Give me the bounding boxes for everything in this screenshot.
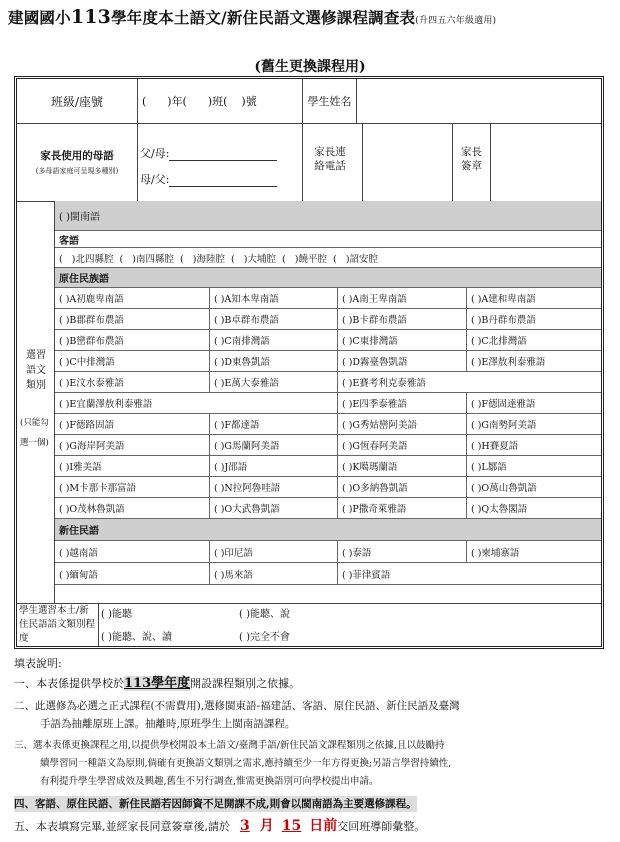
indigenous-option[interactable]: ( )E賽考利克泰雅語: [342, 378, 426, 389]
level-option-listen-speak-read[interactable]: ( )能聽、說、讀: [101, 632, 172, 643]
indigenous-option[interactable]: ( )F德路固語: [55, 414, 210, 434]
indigenous-option[interactable]: ( )I雅美語: [55, 456, 210, 476]
indigenous-row: [55, 498, 601, 519]
indigenous-option[interactable]: ( )B丹群布農語: [471, 315, 536, 326]
sign-label-cell: [453, 123, 491, 201]
indigenous-option[interactable]: ( )A建和卑南語: [471, 294, 536, 305]
indigenous-option[interactable]: ( )G南勢阿美語: [471, 420, 537, 431]
indigenous-option[interactable]: ( )G秀姑巒阿美語: [338, 414, 467, 434]
indigenous-option[interactable]: ( )D霧臺魯凱語: [338, 351, 467, 371]
note-3c: 有利提升學生學習成效及興趣,舊生不另行調查,惟需更換語別可向學校提出申請。: [40, 776, 379, 787]
mother-tongue-label-cell: [17, 123, 138, 201]
sign-label: 家長簽章: [461, 146, 482, 172]
phone-label-cell: [303, 123, 363, 201]
indigenous-option[interactable]: ( )P撒奇萊雅語: [338, 498, 467, 518]
indigenous-row: [55, 288, 601, 309]
newresident-option[interactable]: ( )馬來語: [210, 563, 338, 584]
indigenous-option[interactable]: ( )D東魯凱語: [210, 351, 338, 371]
indigenous-option[interactable]: ( )H賽夏語: [471, 441, 519, 452]
phone-field[interactable]: [363, 123, 453, 201]
class-row: [17, 79, 601, 124]
notes-heading: 填表說明:: [14, 657, 62, 670]
indigenous-option[interactable]: ( )G恆春阿美語: [338, 435, 467, 455]
title-note: (升四五六年級適用): [415, 16, 497, 26]
newresident-option[interactable]: ( )泰語: [338, 541, 467, 562]
indigenous-option[interactable]: ( )J邵語: [210, 456, 338, 476]
indigenous-option[interactable]: ( )L鄒語: [471, 462, 507, 473]
parent-line-2: 母/父:: [140, 171, 277, 187]
indigenous-option[interactable]: ( )E澤敖利泰雅語: [471, 357, 546, 368]
indigenous-header: 原住民族語: [55, 268, 601, 288]
indigenous-option[interactable]: ( )A知本卑南語: [210, 288, 338, 308]
indigenous-option[interactable]: ( )C東排灣語: [338, 330, 467, 350]
parent-language-cell[interactable]: [138, 123, 303, 201]
level-label: 學生選習本土/新住民語語文類別程度: [17, 603, 99, 646]
note-1: 一、本表係提供學校於113學年度開設課程類別之依據。: [14, 676, 301, 691]
indigenous-row: [55, 414, 601, 435]
indigenous-option[interactable]: ( )A南王卑南語: [338, 288, 467, 308]
indigenous-option[interactable]: ( )B巒群布農語: [55, 330, 210, 350]
indigenous-option[interactable]: ( )O大武魯凱語: [210, 498, 338, 518]
category-label: 選習 語文 類別: [26, 350, 46, 391]
title-year: 113: [70, 6, 112, 28]
newresident-row: [55, 563, 601, 585]
note-4: 四、客語、原住民語、新住民語若因師資不足開課不成,則會以閩南語為主要選修課程。: [14, 798, 417, 810]
indigenous-option[interactable]: ( )Q太魯閣語: [471, 504, 528, 515]
newresident-header: 新住民語: [55, 519, 601, 541]
newresident-option[interactable]: ( )菲律賓語: [342, 569, 391, 581]
student-name-field[interactable]: [357, 79, 601, 123]
newresident-option[interactable]: ( )緬甸語: [55, 563, 210, 584]
note-2b: 手語為抽離原班上課。抽離時,原班學生上閩南語課程。: [40, 718, 296, 730]
indigenous-option[interactable]: ( )B卡群布農語: [338, 309, 467, 329]
student-name-label: 學生姓名: [303, 79, 357, 123]
level-option-listen-speak[interactable]: ( )能聽、說: [239, 609, 290, 620]
category-note: (只能勾選一個): [20, 418, 49, 448]
indigenous-row: [55, 330, 601, 351]
level-row: [17, 603, 601, 646]
language-options: [55, 201, 601, 603]
mother-tongue-label: 家長使用的母語: [40, 150, 114, 162]
indigenous-option[interactable]: ( )A初鹿卑南語: [55, 288, 210, 308]
indigenous-option[interactable]: ( )N拉阿魯哇語: [210, 477, 338, 497]
sign-field[interactable]: [491, 123, 601, 201]
indigenous-option[interactable]: ( )C中排灣語: [55, 351, 210, 371]
parent-line-1: 父/母:: [140, 145, 277, 161]
hakka-options[interactable]: ( )北四縣腔 ( )南四縣腔 ( )海陸腔 ( )大埔腔 ( )饒平腔 ( )詔安腔: [55, 248, 601, 268]
indigenous-option[interactable]: ( )O茂林魯凱語: [55, 498, 210, 518]
newresident-option[interactable]: ( )越南語: [55, 541, 210, 562]
title-prefix: 建國國小: [8, 8, 71, 27]
class-fill[interactable]: ( )年( )班( )號: [138, 79, 303, 123]
indigenous-option[interactable]: ( )M卡那卡那富語: [55, 477, 210, 497]
indigenous-row: [55, 372, 601, 393]
minnan-option[interactable]: ( )閩南語: [55, 201, 601, 231]
mother-tongue-row: [17, 123, 601, 202]
indigenous-option[interactable]: ( )K噶瑪蘭語: [338, 456, 467, 476]
subtitle: (舊生更換課程用): [254, 59, 366, 75]
indigenous-option[interactable]: ( )F德固達雅語: [471, 399, 536, 410]
indigenous-row: [55, 393, 601, 414]
indigenous-option[interactable]: ( )B郡群布農語: [55, 309, 210, 329]
newresident-row: [55, 541, 601, 563]
indigenous-row: [55, 435, 601, 456]
indigenous-option[interactable]: ( )O多納魯凱語: [338, 477, 467, 497]
category-label-cell: [17, 201, 55, 603]
newresident-option[interactable]: ( )印尼語: [210, 541, 338, 562]
indigenous-option[interactable]: ( )C南排灣語: [210, 330, 338, 350]
indigenous-row: [55, 351, 601, 372]
newresident-option[interactable]: ( )柬埔寨語: [471, 547, 520, 559]
indigenous-option[interactable]: ( )E宜蘭澤敖利泰雅語: [55, 393, 338, 413]
indigenous-option[interactable]: ( )C北排灣語: [471, 336, 527, 347]
indigenous-option[interactable]: ( )B卓群布農語: [210, 309, 338, 329]
hakka-header: 客語: [55, 231, 601, 248]
note-2a: 二、此選修為必選之正式課程(不需費用),選修閩東語-福建話、客語、原住民語、新住民語及臺灣: [14, 700, 460, 712]
survey-form: [14, 76, 604, 649]
indigenous-option[interactable]: ( )E萬大泰雅語: [210, 372, 338, 392]
note-3a: 三、選本表係更換課程之用,以提供學校開設本土語文/臺灣手語/新住民語文課程類別之依據,且以鼓勵持: [14, 740, 445, 751]
indigenous-row: [55, 309, 601, 330]
indigenous-option[interactable]: ( )O萬山魯凱語: [471, 483, 537, 494]
level-option-none[interactable]: ( )完全不會: [239, 632, 290, 643]
indigenous-option[interactable]: ( )E四季泰雅語: [338, 393, 467, 413]
level-option-listen[interactable]: ( )能聽: [101, 609, 132, 620]
phone-label: 家長連絡電話: [314, 146, 346, 172]
note-5: 五、本表填寫完畢,並經家長同意簽章後,請於 3 月 15 日前交回班導師彙整。: [14, 818, 426, 834]
indigenous-row: [55, 477, 601, 498]
language-section: [17, 201, 601, 604]
indigenous-row: [55, 456, 601, 477]
page-title: [8, 6, 496, 28]
indigenous-option[interactable]: ( )G海岸阿美語: [55, 435, 210, 455]
note-3b: 續學習同一種語文為原則,倘確有更換語文類別之需求,應持續至少一年方得更換;另語言學習持續性,: [40, 758, 452, 769]
mother-tongue-note: (多母語家庭可呈現多種別): [35, 167, 119, 175]
indigenous-option[interactable]: ( )G馬蘭阿美語: [210, 435, 338, 455]
indigenous-option[interactable]: ( )E汶水泰雅語: [55, 372, 210, 392]
indigenous-option[interactable]: ( )F都達語: [210, 414, 338, 434]
class-label: 班級/座號: [17, 79, 138, 123]
title-main: 學年度本土語文/新住民語文選修課程調查表: [111, 8, 416, 27]
